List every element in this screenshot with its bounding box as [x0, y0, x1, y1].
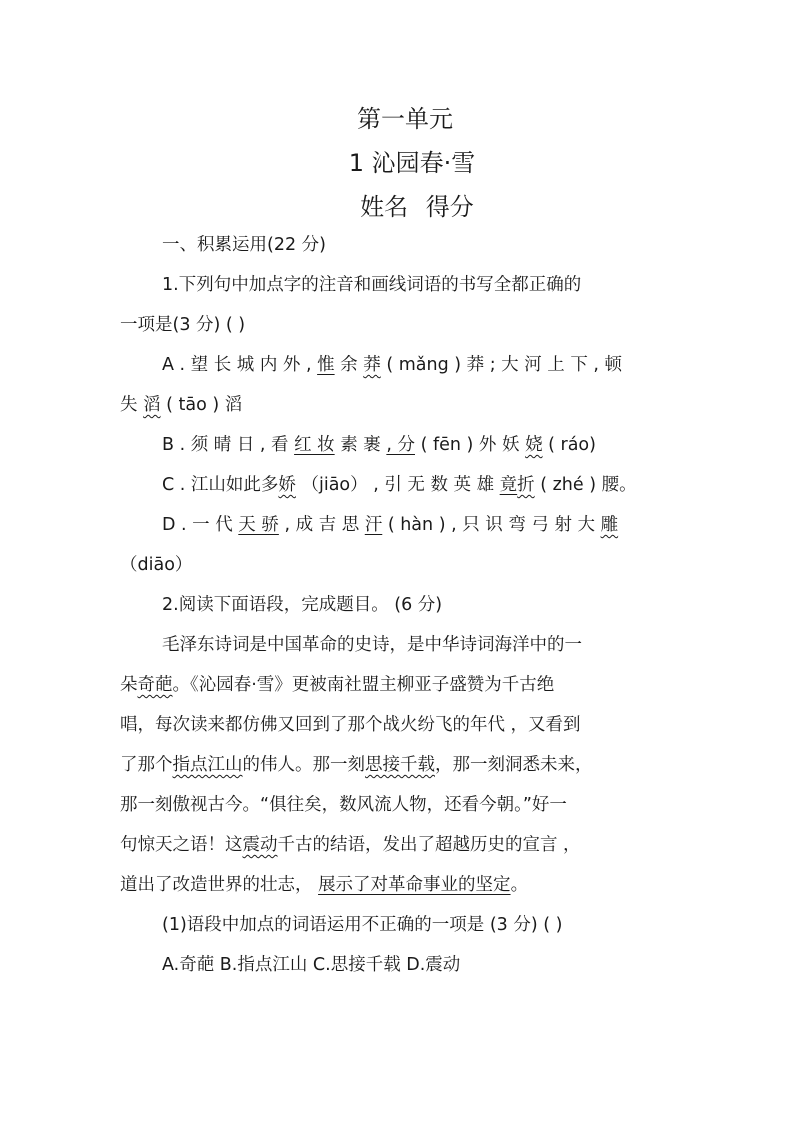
text-span: 。《沁园春·雪》更被南社盟主柳亚子盛赞为千古绝 [172, 675, 555, 695]
underlined-word: 惟 [317, 355, 335, 375]
text-span: ( ráo) [542, 435, 596, 455]
text-span: ( hàn ) , 只 识 弯 弓 射 大 [382, 515, 601, 535]
text-span: , 成 吉 思 [278, 515, 365, 535]
text-span: 句惊天之语！这 [120, 835, 243, 855]
text-span: ( fēn ) 外 妖 [415, 435, 526, 455]
q1-option-b [120, 425, 680, 465]
underlined-sentence: 展示了对革命事业的坚定 [318, 875, 511, 895]
q1-option-d-line2: （diāo） [120, 555, 193, 575]
dotted-char: 娇 [278, 475, 296, 495]
passage-line6 [120, 825, 680, 865]
dotted-char: 娆 [525, 435, 543, 455]
text-span: C . 江山如此多 [162, 475, 279, 495]
dotted-char: 莽 [363, 355, 381, 375]
q1-option-c [120, 465, 680, 505]
dotted-char: 折 [517, 475, 535, 495]
text-span: 朵 [120, 675, 138, 695]
q1-stem-line1: 1.下列句中加点字的注音和画线词语的书写全都正确的 [162, 275, 582, 295]
title-block [0, 97, 794, 229]
text-span: 道出了改造世界的壮志， [120, 875, 319, 895]
dotted-word: 思接千载 [365, 755, 435, 775]
section-heading: 一、积累运用(22 分) [162, 235, 326, 255]
dotted-word: 奇葩 [137, 675, 173, 695]
text-span: A . 望 长 城 内 外 , [162, 355, 318, 375]
passage-line3: 唱，每次读来都仿佛又回到了那个战火纷飞的年代 ，又看到 [120, 715, 581, 735]
q1-stem-line2: 一项是(3 分) ( ) [120, 315, 246, 335]
text-span: 余 [334, 355, 364, 375]
underlined-word: , 分 [386, 435, 415, 455]
underlined-word: 竟 [499, 475, 518, 495]
lesson-title: 1 沁园春·雪 [348, 149, 476, 177]
dotted-word: 震动 [242, 835, 278, 855]
text-span: ( zhé ) 腰。 [534, 475, 637, 495]
name-score-line: 姓名 得分 [360, 193, 474, 221]
q2-stem: 2.阅读下面语段，完成题目。 (6 分) [162, 595, 443, 615]
passage-line5: 那一刻傲视古今。“俱往矣，数风流人物，还看今朝。”好一 [120, 795, 567, 815]
text-span: 了那个 [120, 755, 173, 775]
passage-line2 [120, 665, 680, 705]
q2-sub1-options: A.奇葩 B.指点江山 C.思接千载 D.震动 [162, 955, 461, 975]
text-span: 素 裹 [334, 435, 387, 455]
text-span: 千古的结语，发出了超越历史的宣言 ， [277, 835, 581, 855]
q1-option-d-line1 [120, 505, 680, 545]
dotted-char: 滔 [143, 395, 161, 415]
passage-line7 [120, 865, 680, 905]
text-span: 。 [510, 875, 529, 895]
dotted-word: 指点江山 [172, 755, 243, 775]
text-span: （jiāo） , 引 无 数 英 雄 [295, 475, 500, 495]
q1-option-a-line2 [120, 385, 680, 425]
passage-line1: 毛泽东诗词是中国革命的史诗，是中华诗词海洋中的一 [162, 635, 582, 655]
q2-sub1-stem: (1)语段中加点的词语运用不正确的一项是 (3 分) ( ) [162, 915, 563, 935]
text-span: 的伟人。那一刻 [242, 755, 365, 775]
text-span: ，那一刻洞悉未来， [435, 755, 593, 775]
text-span: 失 [120, 395, 144, 415]
worksheet-body [120, 225, 680, 985]
dotted-char: 雕 [600, 515, 619, 535]
underlined-word: 红 妆 [294, 435, 335, 455]
passage-line4 [120, 745, 680, 785]
underlined-word: 天 骄 [238, 515, 279, 535]
text-span: B . 须 晴 日 , 看 [162, 435, 295, 455]
text-span: D . 一 代 [162, 515, 239, 535]
q1-option-a-line1 [120, 345, 680, 385]
unit-title: 第一单元 [357, 105, 453, 133]
underlined-word: 汗 [364, 515, 383, 535]
text-span: ( mǎng ) 莽 ; 大 河 上 下 , 顿 [380, 355, 623, 375]
text-span: ( tāo ) 滔 [160, 395, 243, 415]
